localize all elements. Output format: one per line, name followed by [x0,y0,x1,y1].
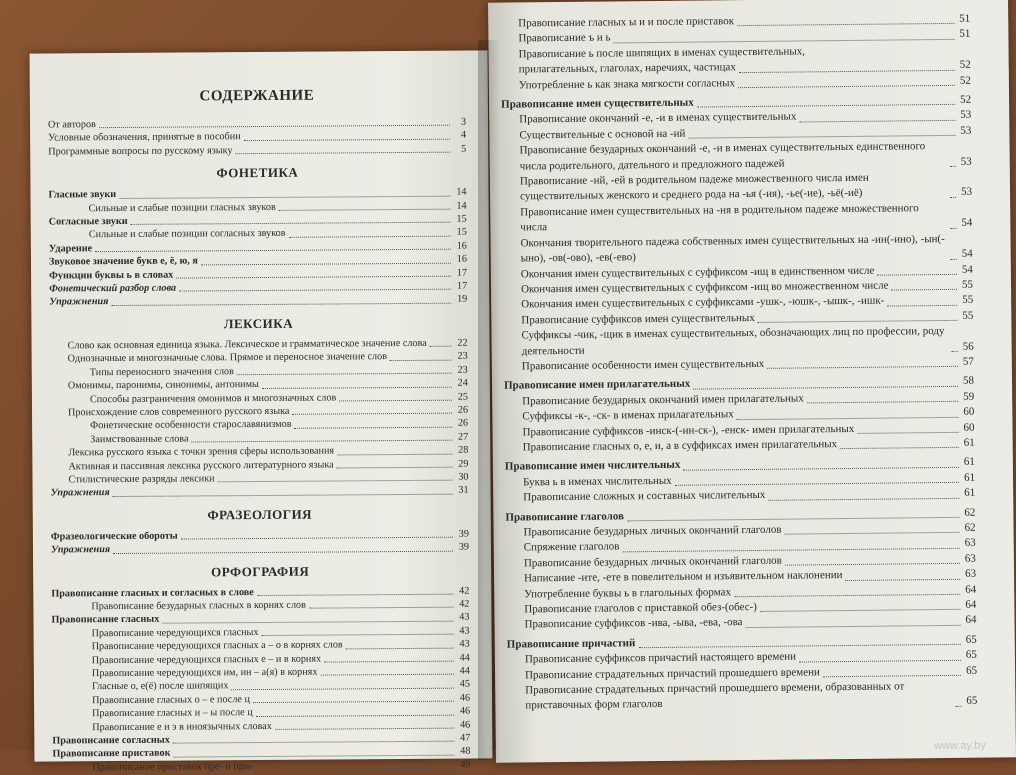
section-heading: ЛЕКСИКА [223,315,294,332]
toc-entry-page: 17 [456,280,468,292]
toc-entry-title: Правописание безударных окончаний -е, -и в именах существительных единственного числа родительного, дательного и предложного падежей [519,140,929,173]
toc-entry-title: Правописание е и э в иноязычных словах [92,720,272,733]
toc-entry-page: 51 [959,12,971,25]
dot-leader [952,351,958,352]
toc-entry-title: Правописание безударных личных окончаний глаголов [523,523,782,539]
toc-entry-title: Правописание ь после шипящих в именах существительных, [518,45,806,61]
toc-entry-page: 55 [962,309,974,322]
toc-entry-page: 26 [457,417,469,429]
toc-entry-page: 4 [460,129,467,142]
dot-leader [131,222,451,225]
dot-leader [807,401,958,404]
toc-entry [502,170,972,206]
toc-entry-title: Правописание гласных [51,614,160,626]
book-gutter [478,40,500,760]
toc-entry-page: 15 [456,226,467,239]
dot-leader [309,607,453,609]
toc-entry-title: Фонетический разбор слова [49,282,177,295]
toc-entry-page: 44 [459,652,470,664]
dot-leader [176,276,451,279]
toc-entry-title: Правописание гласных о, е, и, а в суффиксах имен прилагательных [522,438,838,454]
toc-entry-page: 30 [458,471,469,483]
toc-entry [52,758,470,774]
toc-entry-page: 64 [965,614,977,627]
dot-leader [162,620,453,623]
toc-entry-page: 39 [458,528,469,540]
dot-leader [785,563,960,566]
toc-entry-page: 59 [963,390,975,403]
toc-entry-page: 31 [458,484,469,496]
dot-leader [256,714,454,716]
dot-leader [887,305,957,307]
toc-entry-title: Правописание чередующихся гласных [91,626,259,639]
dot-leader [799,659,961,662]
dot-leader [244,138,450,140]
dot-leader [746,625,961,628]
dot-leader [236,152,451,154]
dot-leader [253,701,454,703]
toc-entry-page: 52 [959,58,971,72]
toc-entry-page: 65 [965,633,977,646]
toc-entry-title: Омонимы, паронимы, синонимы, антонимы [67,379,259,392]
dot-leader [768,497,959,500]
toc-entry-page: 49 [460,759,471,771]
toc-entry-page: 54 [961,216,973,230]
toc-entry-page: 16 [456,240,467,252]
dot-leader [218,480,453,483]
toc-entry-title: Правописание страдательных причастий прошедшего времени, образованных от приставочных форм глаголов [525,680,908,712]
toc-entry-title: Правописание суффиксов причастий настоящего времени [524,650,797,666]
toc-entry-title: Ударение [48,243,93,255]
dot-leader [734,594,960,597]
toc-entry-title: Правописание чередующихся гласных а – о в корнях слов [91,639,343,653]
dot-leader [99,125,450,128]
toc-entry-page: 53 [960,124,972,137]
dot-leader [430,346,452,347]
toc-entry-title: Программные вопросы по русскому языку [48,145,233,158]
toc-entry-page: 63 [964,537,976,550]
toc-entry-page: 26 [457,404,469,416]
toc-entry-page: 46 [459,705,471,717]
toc-entry-title: Активная и пассивная лексика русского литературного языка [68,459,334,472]
toc-entry-page: 23 [457,364,468,376]
dot-leader [877,274,957,276]
toc-entry-title: Суффиксы -к-, -ск- в именах прилагательных [522,408,734,423]
dot-leader [337,467,453,469]
toc-entry-title: Правописание согласных [52,734,170,747]
toc-entry-page: 55 [961,278,974,291]
toc-entry-page: 44 [459,665,470,677]
dot-leader [688,135,955,139]
toc-entry-page: 55 [962,293,974,307]
toc-entry-title: Правописание суффиксов имен существительных [521,311,755,327]
toc-entry-title: Окончания имен существительных с суффиксами -ушк-, -юшк-, -ышк-, -ишк- [521,294,885,311]
toc-entry [503,324,973,360]
toc-entry-page: 43 [459,611,470,623]
toc-entry-page: 64 [965,583,977,596]
toc-entry-page: 46 [459,692,471,704]
toc-entry-title: Правописание гласных о – е после ц [92,693,250,706]
dot-leader [191,440,452,443]
section-heading: ФОНЕТИКА [216,164,299,181]
toc-entry-page: 54 [961,263,973,276]
dot-leader [823,675,961,677]
toc-entry-title: Согласные звуки [48,215,128,228]
toc-entry-title: Написание -ите, -ете в повелительном и изъявительном наклонении [524,569,843,585]
toc-entry-page: 60 [963,421,975,434]
toc-entry-title: Правописание гласных и – ы после ц [92,707,253,720]
toc-entry-title: Правописание суффиксов -инск-(-ин-ск-), -енск- имен прилагательных [522,422,855,438]
toc-entry-title: прилагательных, глаголах, наречиях, частицах [518,61,736,76]
toc-entry-title: Стилистические разряды лексики [68,473,215,486]
toc-entry-title: Правописание безударных окончаний имен прилагательных [522,392,804,408]
watermark: www.ay.by [934,739,986,753]
dot-leader [840,447,959,449]
dot-leader [767,366,958,369]
toc-entry-title: Функции буквы ь в словах [49,269,174,282]
toc-entry-page: 17 [456,267,468,279]
dot-leader [950,228,956,229]
dot-leader [346,647,454,649]
toc-entry-page: 27 [457,431,469,443]
toc-entry-title: Правописание безударных личных окончаний глаголов [523,554,782,570]
toc-entry-title: Заимствованные слова [90,433,189,445]
toc-entry-title: Правописание имен существительных [501,96,694,111]
toc-entry-page: 61 [963,471,976,484]
dot-leader [337,453,452,455]
toc-entry-page: 29 [458,458,469,470]
toc-entry-page: 42 [459,598,470,610]
toc-entry-title: Употребление буквы ь в глагольных формах [524,585,732,601]
toc-entry-title: Правописание имен существительных на -ня в родительном падеже множественного числа [520,202,922,234]
dot-leader [950,197,956,198]
dot-leader [951,258,957,259]
toc-entry-page: 39 [458,541,470,553]
toc-entry-page: 65 [965,648,977,662]
toc-entry-title: Фразеологические обороты [50,530,178,543]
toc-entry-title: Правописание приставок [52,748,171,760]
toc-entry-page: 25 [457,391,468,403]
dot-leader [760,609,960,612]
toc-entry-page: 22 [457,337,468,349]
toc-entry-title: Правописание глаголов с приставкой обез-(обес-) [524,600,758,616]
toc-entry-page: 62 [964,506,976,519]
toc-entry-title: Упражнения [49,296,109,308]
toc-entry-title: Правописание сложных и составных числительных [523,489,766,504]
dot-leader [111,303,451,306]
dot-leader [339,400,452,402]
toc-entry-title: Правописание страдательных причастий прошедшего времени [525,665,820,682]
toc-entry-title: Правописание суффиксов -ива, -ыва, -ева, -ова [524,616,743,631]
dot-leader [737,23,954,26]
dot-leader [95,249,451,252]
toc-entry-title: Правописание безударных гласных в корнях слов [91,599,306,613]
toc-entry-title: Условные обозначения, принятые в пособии [48,131,241,144]
dot-leader [955,706,961,707]
dot-leader [675,482,959,486]
toc-entry-page: 51 [959,28,971,41]
dot-leader [857,432,958,434]
toc-entry-title: Правописание приставок пре- и при- [92,760,253,774]
dot-leader [683,467,959,471]
toc-entry-page: 48 [460,745,471,758]
toc-entry-page: 16 [456,253,468,265]
toc-entry-page: 62 [964,521,976,534]
toc-entry-page: 43 [459,625,470,637]
toc-entry-title: Слово как основная единица языка. Лексическое и грамматическое значение слова [67,337,427,352]
toc-entry-page: 60 [963,405,975,418]
dot-leader [693,386,958,390]
toc-entry-page: 15 [456,213,467,225]
toc-entry-title: Фонетические особенности старославянизмов [90,419,292,432]
toc-entry-page: 65 [966,695,978,708]
toc-entry-title: Лексика русского языка с точки зрения сферы использования [68,445,335,459]
toc-entry-title: Гласные о, е(ё) после шипящих [91,680,229,693]
toc-entry-page: 23 [457,350,468,362]
toc-entry-title: Суффиксы -чик, -щик в именах существительных, обозначающих лиц по профессии, роду деятельности [521,325,948,357]
toc-entry-page: 56 [962,340,974,353]
toc-entry-page: 65 [965,664,978,677]
dot-leader [799,120,955,123]
toc-entry-title: Правописание причастий [506,637,636,651]
dot-leader [846,578,961,580]
toc-entry-title: Правописание гласных ы и и после приставок [518,15,735,30]
right-toc [500,12,977,715]
toc-entry-title: Буква ь в именах числительных [522,474,672,489]
dot-leader [173,741,455,744]
dot-leader [739,69,955,72]
toc-entry-page: 5 [461,143,467,155]
toc-entry-title: Правописание гласных и согласных в слове [51,586,254,600]
toc-entry-title: Упражнения [50,487,110,499]
toc-entry-title: Правописание чередующихся им, ин – а(я) в корнях [91,666,318,680]
toc-entry-page: 53 [960,109,972,122]
toc-entry-page: 61 [963,456,975,469]
toc-entry [48,142,466,158]
toc-entry-page: 28 [458,444,469,456]
dot-leader [892,289,958,291]
dot-leader [289,236,451,238]
toc-entry-page: 45 [459,678,470,691]
toc-entry [507,679,977,715]
dot-leader [279,209,451,211]
toc-entry-title: Правописание имен прилагательных [503,377,691,392]
toc-entry-page: 3 [460,116,467,128]
toc-entry-title: Существительные с основой на -ий [519,127,686,142]
toc-entry [502,139,972,175]
dot-leader [737,416,959,419]
toc-entry-page: 42 [459,585,470,597]
toc-entry-page: 46 [460,719,471,731]
toc-entry-title: Сильные и слабые позиции согласных звуков [88,228,286,241]
dot-leader [113,493,453,496]
toc-entry-page: 53 [960,155,972,168]
dot-leader [292,413,452,415]
toc-entry-title: Правописание -ий, -ей в родительном падеже множественного числа имен существительных женского и среднего рода на -ья (-ия), -ье(-ие), -ьё(-иё) [519,171,872,203]
dot-leader [119,195,450,198]
dot-leader [231,687,454,690]
dot-leader [785,532,960,535]
dot-leader [697,104,955,108]
dot-leader [181,537,453,540]
toc-entry-page: 47 [460,732,471,744]
toc-entry-page: 64 [965,598,977,611]
toc-entry-page: 52 [959,74,971,87]
toc-entry-page: 43 [459,638,470,650]
toc-entry-title: Способы разграничения омонимов и многозначных слов [89,391,337,405]
section-heading: ОРФОГРАФИЯ [211,563,310,579]
dot-leader [324,661,454,663]
toc-entry-title: Правописание имен числительных [504,459,681,473]
toc-entry-title: От авторов [47,119,96,131]
toc-entry-title: Правописание глаголов [505,509,625,524]
toc-entry-title: Звуковое значение букв е, ё, ю, я [48,255,198,268]
left-page [30,50,493,774]
section-heading: ФРАЗЕОЛОГИЯ [207,506,313,523]
toc-entry-title: Окончания имен существительных с суффиксом -ищ во множественном числе [520,279,889,296]
dot-leader [275,728,454,730]
dot-leader [179,289,451,292]
toc-entry-title: Употребление ь как знака мягкости согласных [518,76,736,92]
toc-entry [502,231,972,267]
toc-entry-title: Сильные и слабые позиции гласных звуков [88,201,276,214]
toc-entry-page: 53 [960,186,973,199]
toc-entry-page: 19 [457,294,468,306]
toc-entry-title: Правописание окончаний -е, -и в именах существительных [519,110,797,126]
toc-entry-page: 63 [964,567,977,580]
toc-entry [502,201,972,237]
page-title: СОДЕРЖАНИЕ [199,87,315,105]
dot-leader [738,85,955,88]
toc-entry-page: 63 [964,552,976,565]
dot-leader [257,594,454,596]
dot-leader [950,166,956,167]
dot-leader [390,359,452,360]
dot-leader [237,373,452,375]
toc-entry-title: Правописание ъ и ь [518,31,611,45]
dot-leader [295,426,453,428]
left-toc [48,87,471,775]
toc-entry-page: 14 [456,200,467,212]
toc-entry-title: Происхождение слов современного русского языка [68,405,290,419]
toc-entry-page: 14 [456,186,467,198]
dot-leader [320,674,453,676]
dot-leader [262,386,452,388]
dot-leader [201,262,451,265]
dot-leader [173,755,454,758]
toc-entry-page: 24 [457,377,468,389]
toc-entry-title: Правописание особенности имен существительных [521,357,765,373]
dot-leader [256,768,455,770]
toc-entry-title: Окончания имен существительных с суффиксом -ищ в единственном числе [520,264,875,280]
toc-entry-page: 54 [961,247,973,260]
right-page [488,0,1016,763]
toc-entry-title: Спряжение глаголов [523,540,620,554]
toc-entry-title: Правописание чередующихся гласных е – и в корнях [91,653,322,666]
toc-entry-title: Упражнения [50,544,111,556]
toc-entry-page: 57 [962,355,974,368]
toc-entry-title: Однозначные и многозначные слова. Прямое и переносное значение слов [67,351,388,365]
toc-entry-title: Гласные звуки [48,189,117,201]
toc-entry-page: 61 [964,486,976,499]
toc-entry-page: 52 [960,93,972,106]
dot-leader [758,320,958,323]
dot-leader [113,550,453,553]
toc-entry-page: 61 [963,436,975,449]
toc-entry-title: Окончания творительного падежа собственных имен существительных на -ин(-ино), -ын(-ыно), -ов(-ово), -ев(-ево) [520,232,945,265]
dot-leader [262,634,454,636]
toc-entry-title: Типы переносного значения слов [89,365,234,378]
toc-entry-page: 58 [962,375,975,388]
